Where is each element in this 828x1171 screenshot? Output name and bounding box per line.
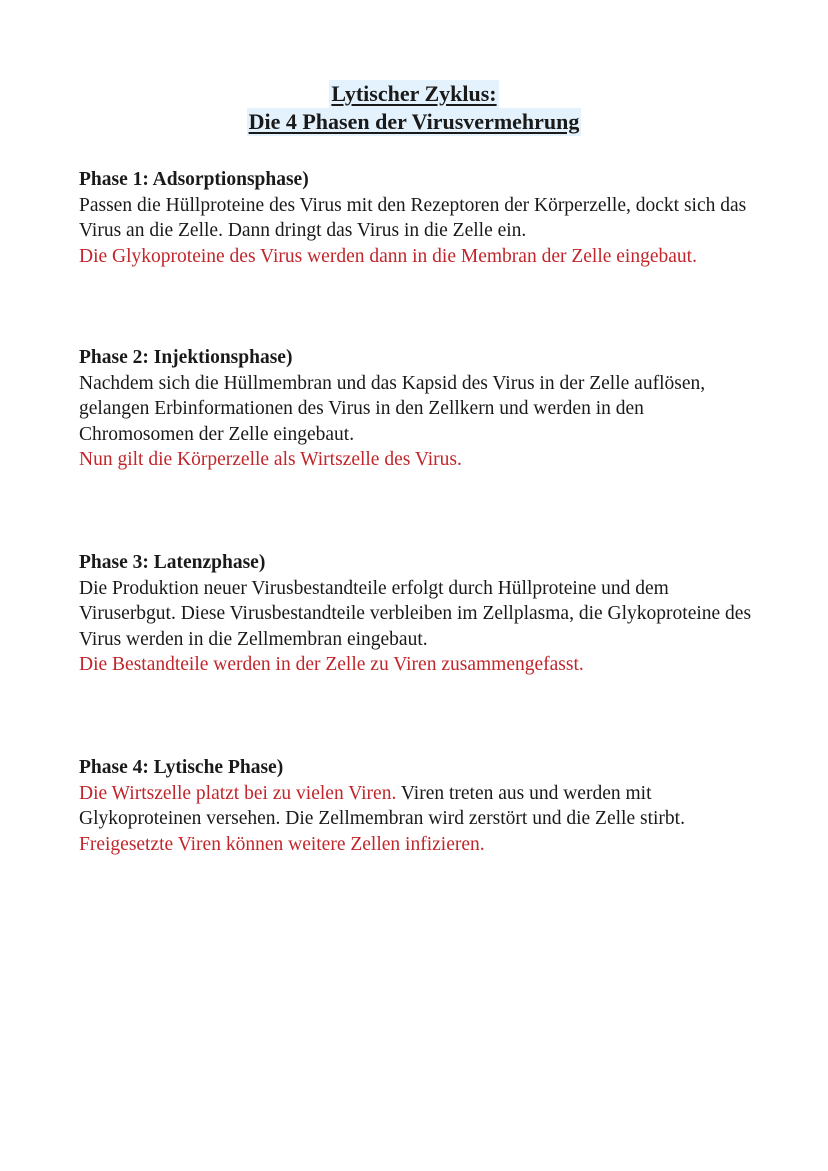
phase-4-highlight-start: Die Wirtszelle platzt bei zu vielen Viren. bbox=[79, 782, 397, 804]
phase-1-highlight: Die Glykoproteine des Virus werden dann in die Membran der Zelle eingebaut. bbox=[79, 245, 697, 267]
phase-3-section bbox=[79, 550, 759, 678]
phase-1-section bbox=[79, 167, 759, 269]
phase-2-body bbox=[79, 371, 759, 473]
phase-1-heading: Phase 1: Adsorptionsphase) bbox=[79, 169, 309, 190]
phase-2-highlight: Nun gilt die Körperzelle als Wirtszelle des Virus. bbox=[79, 449, 462, 471]
phase-1-body bbox=[79, 193, 759, 270]
phase-4-text: Viren treten aus und werden mit Glykoproteinen versehen. Die Zellmembran wird zerstört und die Zelle stirbt. bbox=[79, 782, 685, 830]
phase-2-section bbox=[79, 345, 759, 473]
phase-4-highlight-end: Freigesetzte Viren können weitere Zellen infizieren. bbox=[79, 833, 485, 855]
phase-3-text: Die Produktion neuer Virusbestandteile erfolgt durch Hüllproteine und dem Viruserbgut. Diese Virusbestandteile verbleiben im Zellplasma, die Glykoproteine des Virus werden in die Zellmembran eingebaut. bbox=[79, 577, 752, 650]
document-title bbox=[0, 80, 828, 136]
title-line-2: Die 4 Phasen der Virusvermehrung bbox=[248, 109, 580, 134]
phase-4-body bbox=[79, 781, 759, 858]
phase-3-body bbox=[79, 576, 759, 678]
phase-3-highlight: Die Bestandteile werden in der Zelle zu Viren zusammengefasst. bbox=[79, 654, 584, 676]
phase-4-heading: Phase 4: Lytische Phase) bbox=[79, 757, 284, 778]
phase-3-heading: Phase 3: Latenzphase) bbox=[79, 552, 266, 573]
phase-1-text: Passen die Hüllproteine des Virus mit den Rezeptoren der Körperzelle, dockt sich das Virus an die Zelle. Dann dringt das Virus in die Zelle ein. bbox=[79, 194, 747, 242]
phase-2-text: Nachdem sich die Hüllmembran und das Kapsid des Virus in der Zelle auflösen, gelangen Erbinformationen des Virus in den Zellkern und werden in den Chromosomen der Zelle eingebaut. bbox=[79, 372, 706, 445]
phase-2-heading: Phase 2: Injektionsphase) bbox=[79, 347, 293, 368]
title-line-1: Lytischer Zyklus: bbox=[331, 81, 497, 106]
phase-4-section bbox=[79, 755, 759, 857]
